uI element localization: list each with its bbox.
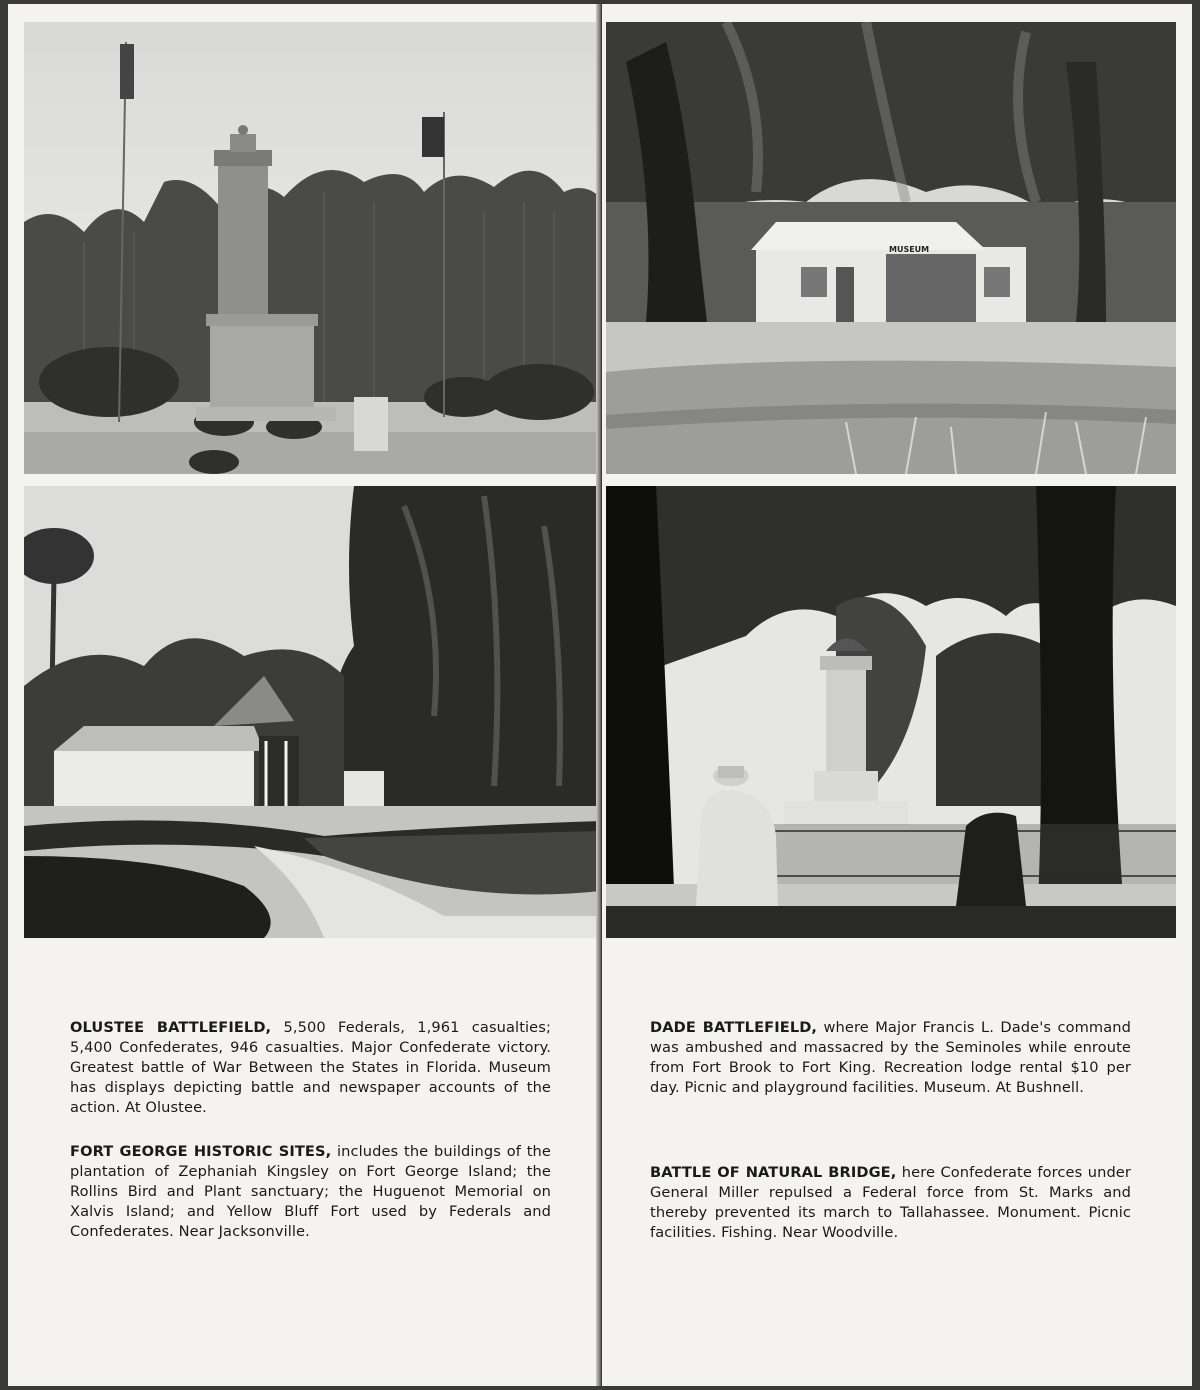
dade-museum-photo <box>606 22 1176 474</box>
olustee-description: 5,500 Federals, 1,961 casualties; 5,400 Confederates, 946 casualties. Major Confederate victory. Greatest battle of War Between the States in Florida. Museum has displays depicting battle and newspaper accounts of the action. At Olustee. <box>70 1019 551 1116</box>
olustee-caption <box>70 1018 551 1118</box>
fort-george-description: includes the buildings of the plantation of Zephaniah Kingsley on Fort George Island; the Rollins Bird and Plant sanctuary; the Huguenot Memorial on Xalvis Island; and Yellow Bluff Fort used by Federals and Confederates. Near Jacksonville. <box>70 1143 551 1240</box>
left-page <box>8 4 598 1386</box>
dade-battlefield-monument-photo <box>606 486 1176 938</box>
right-page <box>602 4 1192 1386</box>
natural-bridge-title: BATTLE OF NATURAL BRIDGE, <box>650 1164 897 1181</box>
natural-bridge-description: here Confederate forces under General Miller repulsed a Federal force from St. Marks and thereby prevented its march to Tallahassee. Monument. Picnic facilities. Fishing. Near Woodville. <box>650 1164 1131 1241</box>
olustee-title: OLUSTEE BATTLEFIELD, <box>70 1019 272 1036</box>
natural-bridge-caption <box>650 1163 1131 1243</box>
museum-sign: MUSEUM <box>889 245 930 254</box>
brochure-spread <box>8 4 1192 1386</box>
fort-george-title: FORT GEORGE HISTORIC SITES, <box>70 1143 332 1160</box>
dade-battlefield-title: DADE BATTLEFIELD, <box>650 1019 818 1036</box>
fort-george-historic-sites-photo <box>24 486 598 938</box>
dade-battlefield-caption <box>650 1018 1131 1098</box>
dade-battlefield-description: where Major Francis L. Dade's command was ambushed and massacred by the Seminoles while enroute from Fort Brook to Fort King. Recreation lodge rental $10 per day. Picnic and playground facilities. Museum. At Bushnell. <box>650 1019 1131 1096</box>
olustee-battlefield-photo <box>24 22 598 474</box>
fort-george-caption <box>70 1142 551 1242</box>
